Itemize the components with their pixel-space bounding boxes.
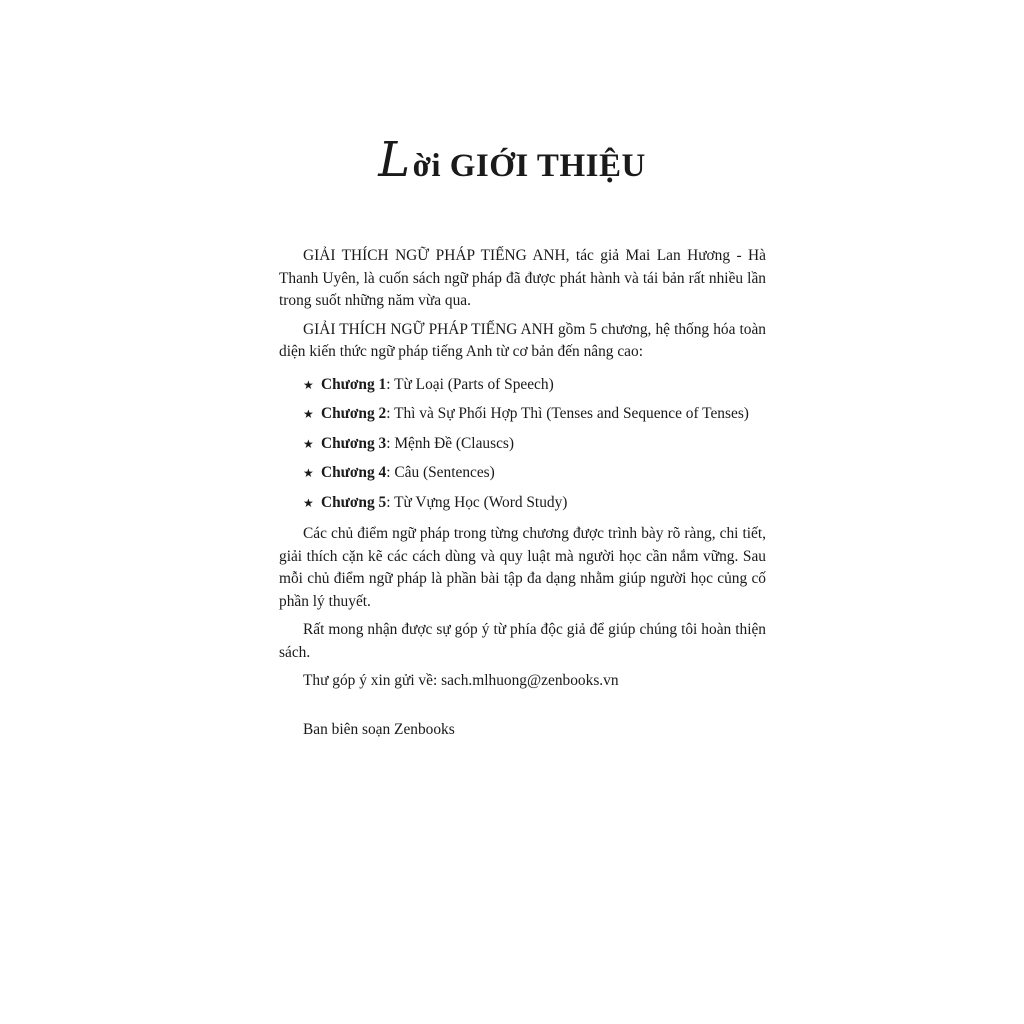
chapter-label: Chương 1 [321, 375, 387, 393]
chapter-label: Chương 4 [321, 464, 387, 481]
intro-body [279, 245, 766, 741]
chapter-label: Chương 5 [321, 493, 387, 511]
intro-paragraph-2: GIẢI THÍCH NGỮ PHÁP TIẾNG ANH gồm 5 chương, hệ thống hóa toàn diện kiến thức ngữ pháp tiếng Anh từ cơ bản đến nâng cao: [279, 320, 766, 360]
signature: Ban biên soạn Zenbooks [303, 720, 455, 738]
intro-paragraph-4: Rất mong nhận được sự góp ý từ phía độc giả để giúp chúng tôi hoàn thiện sách. [279, 621, 766, 661]
chapter-title: : Câu (Sentences) [386, 464, 495, 481]
chapter-title: : Từ Vựng Học (Word Study) [386, 493, 568, 511]
chapter-label: Chương 2 [321, 405, 387, 422]
title-decorative-initial: L [378, 132, 411, 188]
chapter-item-2 [303, 399, 766, 429]
star-icon: ★ [303, 377, 314, 392]
chapter-item-5 [303, 488, 766, 518]
chapter-title: : Từ Loại (Parts of Speech) [386, 375, 554, 393]
title-text: ời GIỚI THIỆU [412, 148, 646, 184]
chapter-item-3 [303, 429, 766, 459]
star-icon: ★ [303, 436, 314, 451]
chapter-title: : Mệnh Đề (Clauscs) [386, 434, 515, 452]
chapter-list [279, 370, 766, 518]
star-icon: ★ [303, 466, 314, 480]
page-title [0, 132, 1024, 188]
chapter-item-1 [303, 370, 766, 400]
chapter-label: Chương 3 [321, 434, 387, 452]
star-icon: ★ [303, 407, 314, 421]
feedback-email-line: Thư góp ý xin gửi về: sach.mlhuong@zenbooks.vn [303, 672, 619, 689]
intro-paragraph-1: GIẢI THÍCH NGỮ PHÁP TIẾNG ANH, tác giả Mai Lan Hương - Hà Thanh Uyên, là cuốn sách ngữ pháp đã được phát hành và tái bản rất nhiều lần trong suốt những năm vừa qua. [279, 247, 766, 309]
intro-paragraph-3: Các chủ điểm ngữ pháp trong từng chương được trình bày rõ ràng, chi tiết, giải thích cặn kẽ các cách dùng và quy luật mà người học cần nắm vững. Sau mỗi chủ điểm ngữ pháp là phần bài tập đa dạng nhằm giúp người học củng cố phần lý thuyết. [279, 525, 766, 610]
chapter-item-4 [303, 458, 766, 488]
chapter-title: : Thì và Sự Phối Hợp Thì (Tenses and Sequence of Tenses) [386, 405, 749, 422]
star-icon: ★ [303, 495, 314, 510]
